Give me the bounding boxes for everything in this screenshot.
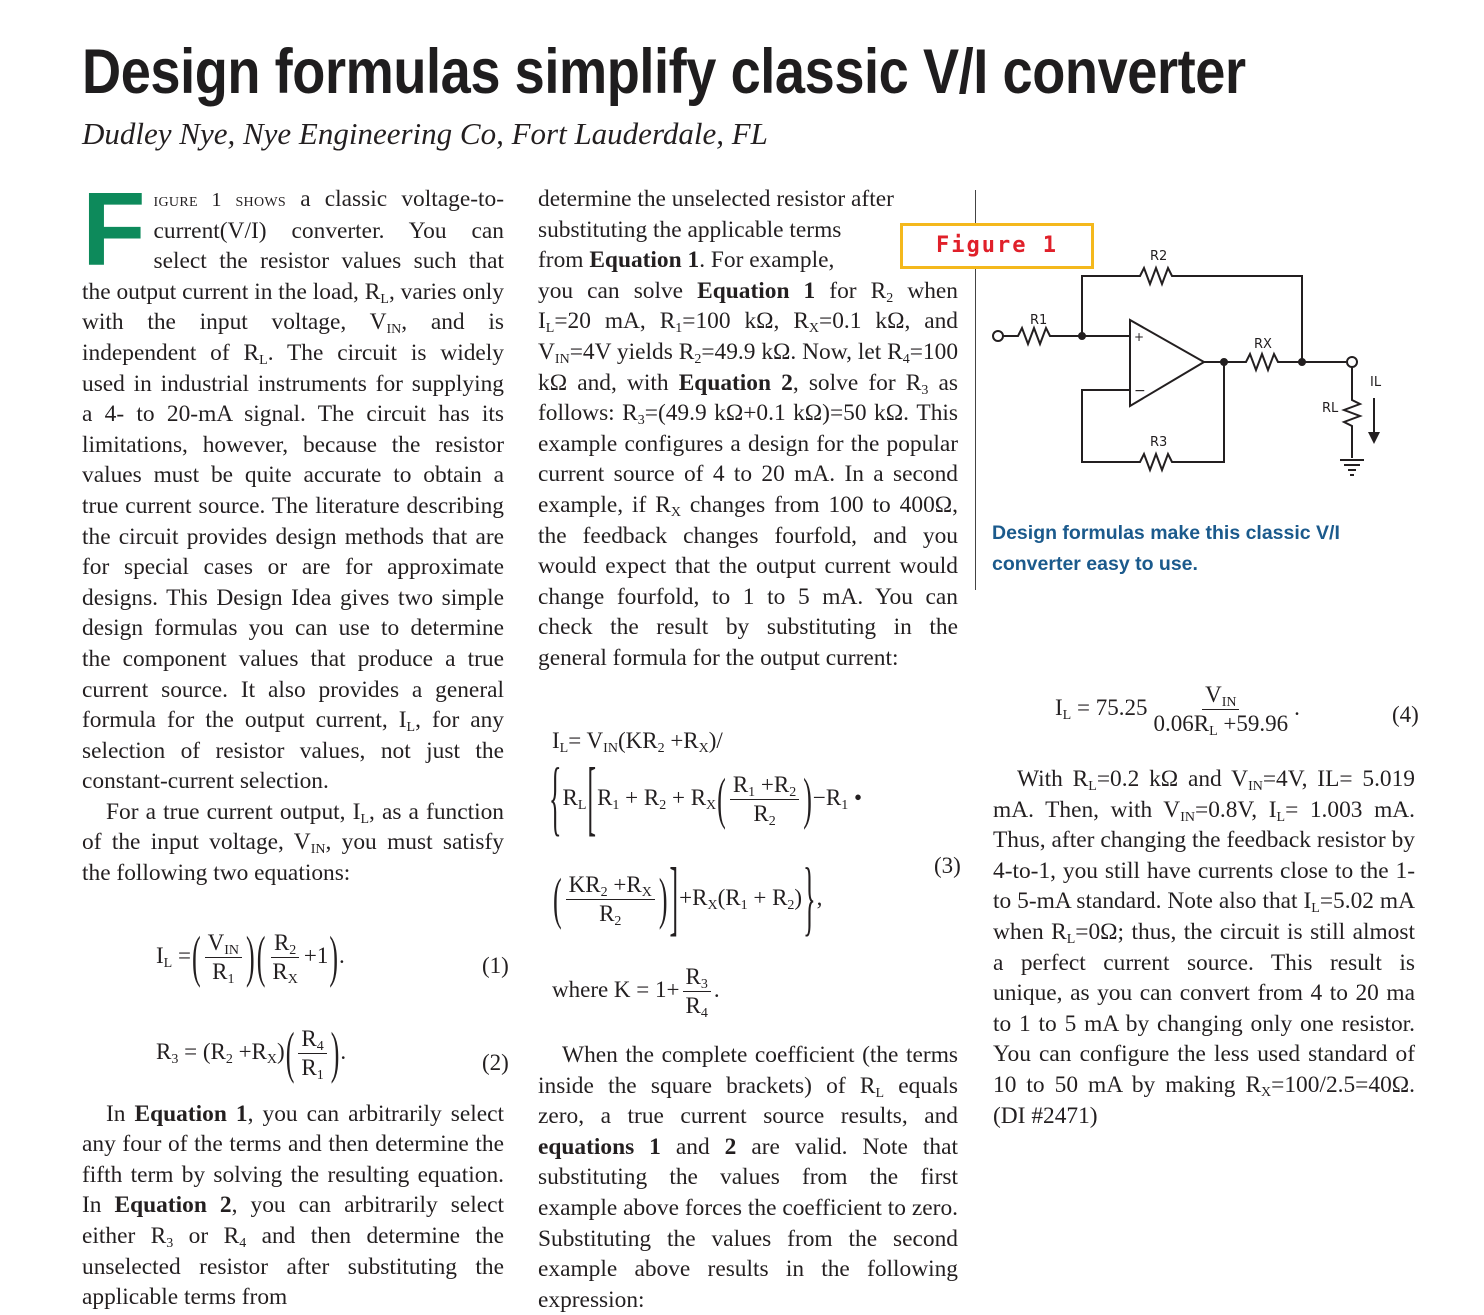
equation-3-line-1: $I_L= V_{IN}(KR_2 +R_X)/$ — [552, 728, 723, 756]
circuit-diagram — [990, 240, 1410, 490]
column-2-text — [538, 184, 958, 674]
equation-1-number: (1) — [482, 953, 509, 978]
equation-3-line-3: ( $\frac{KR_2 +R_X}{R_2}$ )]$+R_X(R_1 + R_2)$}, — [553, 851, 823, 945]
equation-2-number: (2) — [482, 1050, 509, 1075]
label-rx: RX — [1254, 337, 1272, 352]
paragraph-equations: In Equation 1, you can arbitrarily select any four of the terms and then determine the fifth term by solving the resulting equation. In Equation 2, you can arbitrarily select either $R_3$ or $R_4$ and then determine the unselected resistor after substituting the applicable terms from — [82, 1100, 504, 1311]
paragraph-coefficient: When the complete coefficient (the terms inside the square brackets) of $R_L$ equals zero, a true current source results, and equations 1 and 2 are valid. Note that substituting the values from the first example above forces the coefficient to zero. Substituting the values from the second example above results in the following expression: — [538, 1042, 958, 1313]
paragraph-true-current: For a true current output, $I_L$, as a function of the input voltage, $V_{IN}$, you must satisfy the following two equations: — [82, 798, 504, 887]
equation-1: $I_L$ =( $\frac{V_{IN}}{R_1}$ )( $\frac{R_2}{R_X}$ +1). — [156, 924, 345, 989]
paragraph-example-text: determine the unselected resistor after substituting the applicable terms from Equation 1. For example, you can solve Equation 1 for $R_2$ when $I_L=20$ mA, $R_1=100$ kΩ, $R_X=0.1$ kΩ, and $V_{IN}=4V$ yields $R_2=49.9$ kΩ. Now, let $R_4=100$ kΩ and, with Equation 2, solve for $R_3$ as follows: $R_3=(49.9$ kΩ+0.1 kΩ)=50 kΩ. This example configures a design for the popular current source of 4 to 20 mA. In a second example, if $R_X$ changes from 100 to 400Ω, the feedback changes fourfold, and you would expect that the output current would change fourfold, to 1 to 5 mA. You can check the result by substituting in the general formula for the output current: — [538, 186, 959, 671]
equation-3-line-2: {$R_L[R_1 + R_2 + R_X$( $\frac{R_1 +R_2}{R_2}$ )$-R_1$ • — [549, 751, 863, 845]
equation-3-number: (3) — [934, 853, 961, 878]
equation-3-where: where K = 1+ $\frac{R_3}{R_4}$ . — [552, 964, 720, 1021]
equation-4-number: (4) — [1392, 702, 1419, 727]
article-title: Design formulas simplify classic V/I converter — [82, 37, 1246, 107]
figure-caption: Design formulas make this classic V/I converter easy to use. — [992, 522, 1340, 575]
byline: Dudley Nye, Nye Engineering Co, Fort Lauderdale, FL — [82, 116, 768, 151]
paragraph-intro: Figure 1 shows a classic voltage-to-current(V/I) converter. You can select the resistor values such that the output current in the load, $R_L$, varies only with the input voltage, $V_{IN}$, and is independent of $R_L$. The circuit is widely used in industrial instruments for supplying a 4- to 20-mA signal. The circuit has its limitations, however, because the resistor values must be quite accurate to obtain a true current source. The literature describing the circuit provides design methods that are for special cases or are for approximate designs. This Design Idea gives two simple design formulas you can use to determine the component values that produce a true current source. It also provides a general formula for the output current, $I_L$, for any selection of resistor values, not just the constant-current selection. — [82, 172, 505, 795]
label-r3: R3 — [1150, 435, 1168, 450]
label-rl: RL — [1322, 401, 1339, 416]
label-minus: − — [1134, 383, 1146, 399]
drop-cap: F — [82, 172, 146, 288]
equation-4: $I_L = 75.25$ $\frac{V_{IN}}{0.06R_L +59.96}$ . — [1055, 682, 1300, 739]
figure-label: Figure 1 — [900, 223, 1094, 269]
label-r2: R2 — [1150, 249, 1168, 264]
label-il: IL — [1370, 375, 1382, 390]
column-1 — [82, 172, 505, 1313]
label-plus: + — [1134, 330, 1145, 344]
equation-2: $R_3 = (R_2 +R_X)$( $\frac{R_4}{R_1}$ ). — [156, 1020, 347, 1085]
label-r1: R1 — [1030, 313, 1048, 328]
paragraph-results: With $R_L=0.2$ kΩ and $V_{IN}=4V$, IL= 5.019 mA. Then, with $V_{IN}=0.8V$, $I_L= 1.003$ mA. Thus, after changing the feedback resistor by 4-to-1, you still have currents close to the 1- to 5-mA standard. Note also that $I_L=5.02$ mA when $R_L=0\Omega$; thus, the circuit is still almost a perfect current source. This result is unique, as you can convert from 4 to 20 ma to 1 to 5 mA by changing only one resistor. You can configure the less used standard of 10 to 50 mA by making $R_X=100/2.5=40\Omega$. (DI #2471) — [993, 766, 1416, 1129]
